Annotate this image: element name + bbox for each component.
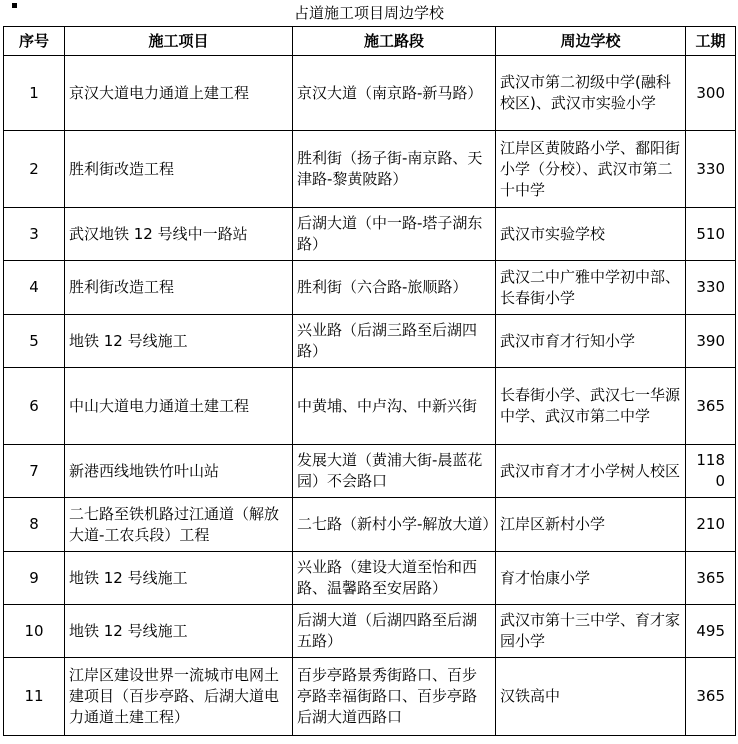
cell-schools: 育才怡康小学	[496, 552, 686, 605]
cell-no: 10	[4, 605, 65, 658]
cell-schools: 汉铁高中	[496, 658, 686, 736]
header-schools: 周边学校	[496, 27, 686, 56]
table-row	[4, 315, 736, 368]
cell-schools: 长春街小学、武汉七一华源中学、武汉市第二中学	[496, 368, 686, 445]
cell-project: 江岸区建设世界一流城市电网土建项目（百步亭路、后湖大道电力通道土建工程）	[65, 658, 293, 736]
cell-schools: 武汉市实验学校	[496, 208, 686, 261]
table-row	[4, 445, 736, 498]
cell-project: 地铁 12 号线施工	[65, 552, 293, 605]
table-row	[4, 368, 736, 445]
cell-no: 11	[4, 658, 65, 736]
header-no: 序号	[4, 27, 65, 56]
cell-schools: 武汉二中广雅中学初中部、长春街小学	[496, 261, 686, 315]
header-days: 工期	[686, 27, 736, 56]
cell-project: 地铁 12 号线施工	[65, 605, 293, 658]
cell-no: 7	[4, 445, 65, 498]
table-row	[4, 261, 736, 315]
cell-section: 京汉大道（南京路-新马路）	[293, 56, 496, 131]
cell-section: 百步亭路景秀街路口、百步亭路幸福街路口、百步亭路后湖大道西路口	[293, 658, 496, 736]
cell-days: 510	[686, 208, 736, 261]
cell-schools: 武汉市第二初级中学(融科校区)、武汉市实验小学	[496, 56, 686, 131]
table-row	[4, 552, 736, 605]
header-project: 施工项目	[65, 27, 293, 56]
cell-days: 210	[686, 498, 736, 552]
cell-schools: 武汉市育才才小学树人校区	[496, 445, 686, 498]
cell-days: 300	[686, 56, 736, 131]
cell-project: 新港西线地铁竹叶山站	[65, 445, 293, 498]
table-row	[4, 208, 736, 261]
cell-no: 4	[4, 261, 65, 315]
cell-project: 中山大道电力通道土建工程	[65, 368, 293, 445]
table-row	[4, 658, 736, 736]
cell-project: 地铁 12 号线施工	[65, 315, 293, 368]
cell-days: 365	[686, 658, 736, 736]
cell-schools: 武汉市第十三中学、育才家园小学	[496, 605, 686, 658]
cell-section: 中黄埔、中卢沟、中新兴街	[293, 368, 496, 445]
cell-no: 8	[4, 498, 65, 552]
cell-section: 兴业路（建设大道至怡和西路、温馨路至安居路）	[293, 552, 496, 605]
table-row	[4, 56, 736, 131]
cell-project: 二七路至铁机路过江通道（解放大道-工农兵段）工程	[65, 498, 293, 552]
cell-schools: 江岸区新村小学	[496, 498, 686, 552]
cell-days: 365	[686, 552, 736, 605]
cell-no: 9	[4, 552, 65, 605]
cell-project: 胜利街改造工程	[65, 131, 293, 208]
table-header-row	[4, 27, 736, 56]
cell-days: 390	[686, 315, 736, 368]
cell-no: 3	[4, 208, 65, 261]
cell-section: 胜利街（扬子街-南京路、天津路-黎黄陂路）	[293, 131, 496, 208]
cell-project: 京汉大道电力通道上建工程	[65, 56, 293, 131]
cell-no: 5	[4, 315, 65, 368]
cell-days: 1180	[686, 445, 736, 498]
cell-no: 6	[4, 368, 65, 445]
table-row	[4, 131, 736, 208]
cell-schools: 江岸区黄陂路小学、鄱阳街小学（分校）、武汉市第二十中学	[496, 131, 686, 208]
cell-days: 495	[686, 605, 736, 658]
cell-section: 二七路（新村小学-解放大道）	[293, 498, 496, 552]
header-section: 施工路段	[293, 27, 496, 56]
cell-days: 365	[686, 368, 736, 445]
table-row	[4, 498, 736, 552]
cell-project: 胜利街改造工程	[65, 261, 293, 315]
table-row	[4, 605, 736, 658]
cell-no: 1	[4, 56, 65, 131]
cell-section: 胜利街（六合路-旅顺路）	[293, 261, 496, 315]
cell-no: 2	[4, 131, 65, 208]
cell-schools: 武汉市育才行知小学	[496, 315, 686, 368]
cell-section: 后湖大道（后湖四路至后湖五路）	[293, 605, 496, 658]
cell-section: 发展大道（黄浦大街-晨蓝花园）不会路口	[293, 445, 496, 498]
cell-days: 330	[686, 261, 736, 315]
cell-days: 330	[686, 131, 736, 208]
projects-table	[3, 26, 736, 736]
cell-section: 兴业路（后湖三路至后湖四路）	[293, 315, 496, 368]
cell-section: 后湖大道（中一路-塔子湖东路）	[293, 208, 496, 261]
cell-project: 武汉地铁 12 号线中一路站	[65, 208, 293, 261]
document-title: 占道施工项目周边学校	[293, 4, 444, 22]
